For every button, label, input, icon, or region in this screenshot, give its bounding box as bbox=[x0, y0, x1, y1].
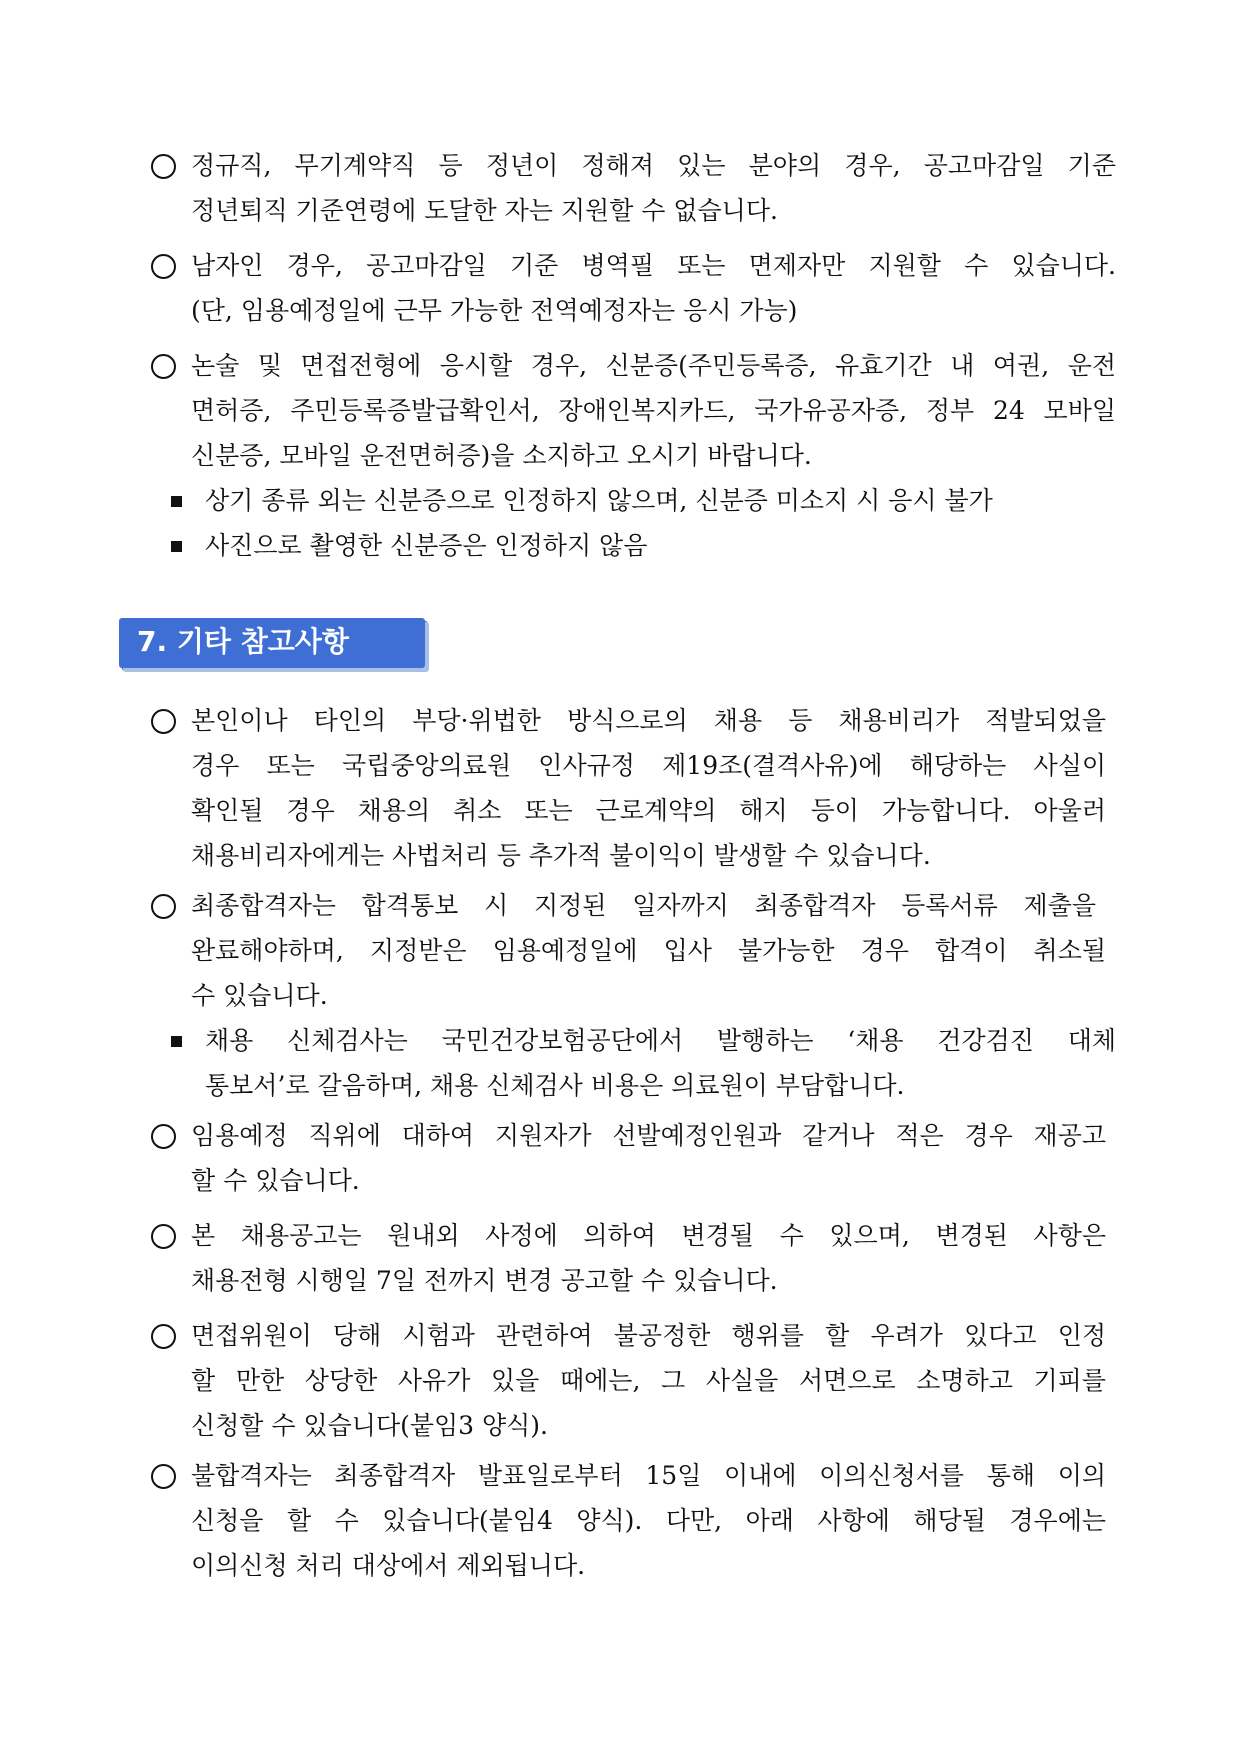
item-text-line: 신분증, 모바일 운전면허증)을 소지하고 오시기 바랍니다. bbox=[191, 441, 812, 470]
item-text-line: 확인될 경우 채용의 취소 또는 근로계약의 해지 등이 가능합니다. 아울러 bbox=[191, 796, 1106, 825]
section-heading: 7. 기타 참고사항 bbox=[137, 625, 349, 658]
item-text-line: (단, 임용예정일에 근무 가능한 전역예정자는 응시 가능) bbox=[191, 296, 798, 325]
item-text-line: 신청할 수 있습니다(붙임3 양식). bbox=[191, 1411, 549, 1440]
item-text-line: 채용비리자에게는 사법처리 등 추가적 불이익이 발생할 수 있습니다. bbox=[191, 841, 931, 870]
item-text-line: 임용예정 직위에 대하여 지원자가 선발예정인원과 같거나 적은 경우 재공고 bbox=[191, 1121, 1106, 1150]
square-bullet-icon bbox=[171, 496, 182, 507]
circle-bullet-icon bbox=[151, 1464, 176, 1489]
circle-bullet-icon bbox=[151, 154, 176, 179]
circle-bullet-icon bbox=[151, 1124, 176, 1149]
circle-bullet-icon bbox=[151, 1224, 176, 1249]
item-text-line: 이의신청 처리 대상에서 제외됩니다. bbox=[191, 1551, 586, 1580]
sub-item-text: 채용 신체검사는 국민건강보험공단에서 발행하는 ‘채용 건강검진 대체 bbox=[205, 1026, 1116, 1055]
item-text-line: 불합격자는 최종합격자 발표일로부터 15일 이내에 이의신청서를 통해 이의 bbox=[191, 1461, 1106, 1490]
sub-item-text: 사진으로 촬영한 신분증은 인정하지 않음 bbox=[205, 531, 648, 560]
circle-bullet-icon bbox=[151, 254, 176, 279]
item-text-line: 논술 및 면접전형에 응시할 경우, 신분증(주민등록증, 유효기간 내 여권, 운전 bbox=[191, 351, 1116, 380]
item-text-line: 채용전형 시행일 7일 전까지 변경 공고할 수 있습니다. bbox=[191, 1266, 778, 1295]
square-bullet-icon bbox=[171, 1036, 182, 1047]
circle-bullet-icon bbox=[151, 354, 176, 379]
item-text-line: 남자인 경우, 공고마감일 기준 병역필 또는 면제자만 지원할 수 있습니다. bbox=[191, 251, 1116, 280]
item-text-line: 본인이나 타인의 부당·위법한 방식으로의 채용 등 채용비리가 적발되었을 bbox=[191, 706, 1106, 735]
item-text-line: 완료해야하며, 지정받은 임용예정일에 입사 불가능한 경우 합격이 취소될 bbox=[191, 936, 1106, 965]
item-text-line: 할 수 있습니다. bbox=[191, 1166, 360, 1195]
item-text-line: 면허증, 주민등록증발급확인서, 장애인복지카드, 국가유공자증, 정부 24 모바일 bbox=[191, 396, 1116, 425]
item-text-line: 신청을 할 수 있습니다(붙임4 양식). 다만, 아래 사항에 해당될 경우에는 bbox=[191, 1506, 1106, 1535]
item-text-line: 면접위원이 당해 시험과 관련하여 불공정한 행위를 할 우려가 있다고 인정 bbox=[191, 1321, 1106, 1350]
circle-bullet-icon bbox=[151, 1324, 176, 1349]
circle-bullet-icon bbox=[151, 709, 176, 734]
item-text-line: 수 있습니다. bbox=[191, 981, 328, 1010]
item-text-line: 할 만한 상당한 사유가 있을 때에는, 그 사실을 서면으로 소명하고 기피를 bbox=[191, 1366, 1106, 1395]
item-text-line: 정년퇴직 기준연령에 도달한 자는 지원할 수 없습니다. bbox=[191, 196, 778, 225]
square-bullet-icon bbox=[171, 541, 182, 552]
circle-bullet-icon bbox=[151, 894, 176, 919]
item-text-line: 경우 또는 국립중앙의료원 인사규정 제19조(결격사유)에 해당하는 사실이 bbox=[191, 751, 1106, 780]
item-text-line: 본 채용공고는 원내외 사정에 의하여 변경될 수 있으며, 변경된 사항은 bbox=[191, 1221, 1106, 1250]
sub-item-text: 상기 종류 외는 신분증으로 인정하지 않으며, 신분증 미소지 시 응시 불가 bbox=[205, 486, 993, 515]
item-text-line: 최종합격자는 합격통보 시 지정된 일자까지 최종합격자 등록서류 제출을 bbox=[191, 891, 1096, 920]
item-text-line: 정규직, 무기계약직 등 정년이 정해져 있는 분야의 경우, 공고마감일 기준 bbox=[191, 151, 1116, 180]
sub-item-text: 통보서’로 갈음하며, 채용 신체검사 비용은 의료원이 부담합니다. bbox=[205, 1071, 905, 1100]
